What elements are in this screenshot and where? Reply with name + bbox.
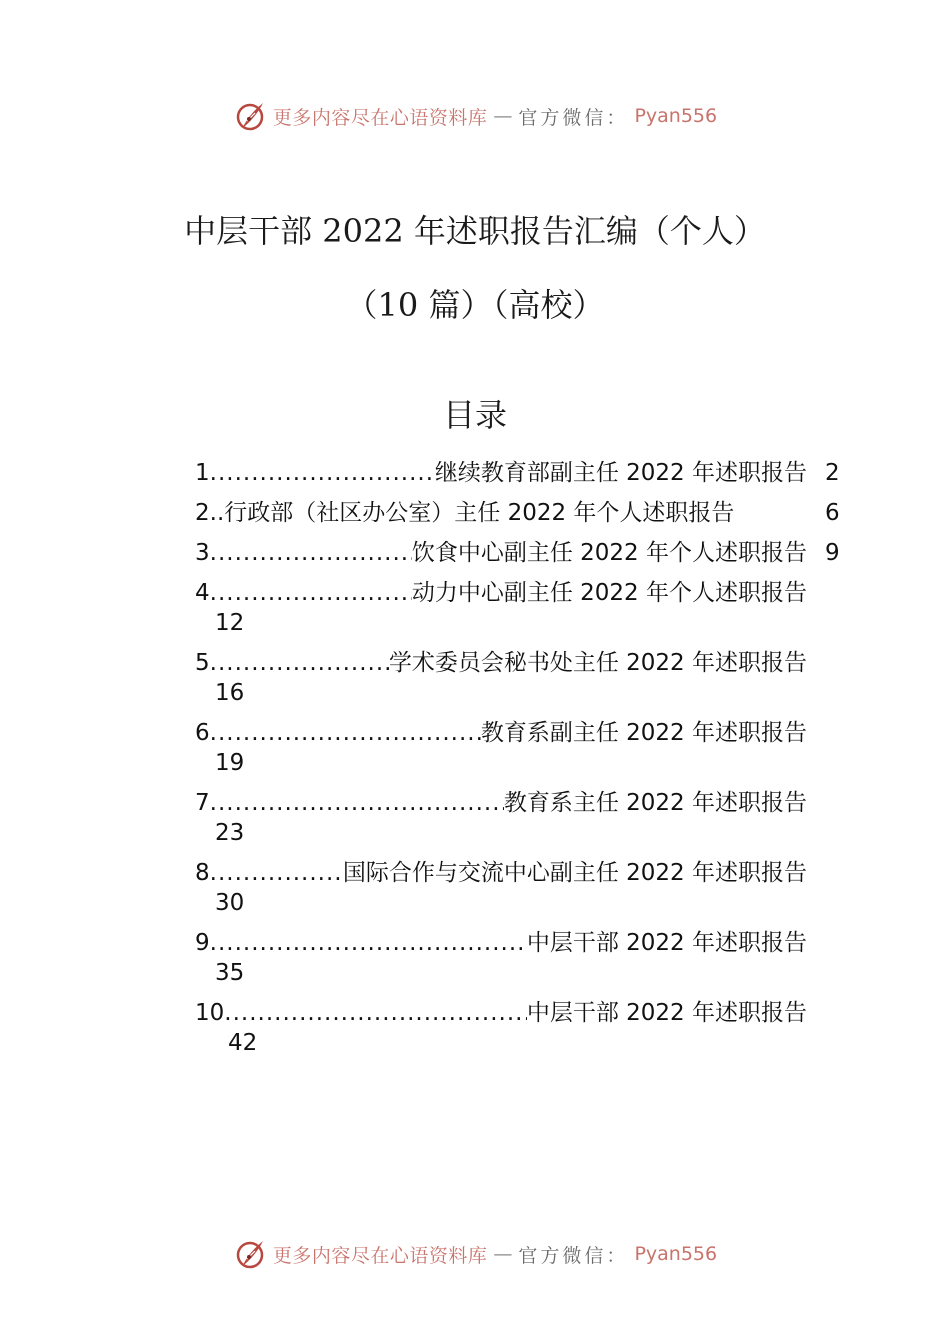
toc-item-number: 8 <box>195 860 210 886</box>
toc-item-title: 中层干部 2022 年述职报告 <box>526 1000 807 1026</box>
document-subtitle: （10 篇）（高校） <box>345 286 605 324</box>
toc-item-number: 5 <box>195 650 210 676</box>
toc-entry-line <box>195 578 807 608</box>
toc-item[interactable] <box>195 998 845 1068</box>
toc-item-title: 中层干部 2022 年述职报告 <box>526 930 807 956</box>
toc-item[interactable] <box>195 928 845 998</box>
toc-entry-line <box>195 458 807 488</box>
toc-item-page-number: 16 <box>215 680 245 706</box>
table-of-contents <box>195 458 845 1068</box>
toc-entry-line <box>195 928 807 958</box>
toc-entry-line <box>195 858 807 888</box>
toc-entry-line <box>195 538 807 568</box>
watermark-wechat-label: 官方微信： <box>518 1244 629 1267</box>
toc-item-page-number: 42 <box>228 1030 258 1056</box>
toc-item-title: 动力中心副主任 2022 年个人述职报告 <box>411 580 807 606</box>
toc-item-number: 3 <box>195 540 210 566</box>
footer-watermark <box>0 1234 950 1274</box>
header-watermark <box>0 96 950 136</box>
toc-item-title: 饮食中心副主任 2022 年个人述职报告 <box>411 540 807 566</box>
toc-item[interactable] <box>195 858 845 928</box>
toc-item-number: 2. <box>195 500 217 526</box>
toc-item-title: 继续教育部副主任 2022 年述职报告 <box>434 460 807 486</box>
toc-entry-line <box>195 788 807 818</box>
watermark-wechat-id: Pyan556 <box>634 105 718 127</box>
toc-item[interactable] <box>195 538 845 578</box>
toc-heading: 目录 <box>442 396 507 434</box>
toc-leader-dots <box>224 998 527 1028</box>
toc-leader-dots <box>210 578 412 608</box>
watermark-wechat-id: Pyan556 <box>634 1243 718 1265</box>
toc-item-number: 1 <box>195 460 210 486</box>
toc-item-title: .行政部（社区办公室）主任 2022 年个人述职报告 <box>216 500 735 526</box>
toc-item[interactable] <box>195 458 845 498</box>
toc-item-page-number: 9 <box>825 540 840 566</box>
toc-item[interactable] <box>195 498 845 538</box>
toc-item-number: 6 <box>195 720 210 746</box>
watermark-text: 更多内容尽在心语资料库 <box>272 106 488 129</box>
toc-item[interactable] <box>195 648 845 718</box>
toc-entry-line <box>195 718 807 748</box>
toc-item-page-number: 35 <box>215 960 245 986</box>
toc-item-page-number: 19 <box>215 750 245 776</box>
toc-item-page-number: 12 <box>215 610 245 636</box>
toc-item-title: 学术委员会秘书处主任 2022 年述职报告 <box>388 650 807 676</box>
toc-item-number: 7 <box>195 790 210 816</box>
toc-leader-dots <box>210 858 343 888</box>
toc-item[interactable] <box>195 788 845 858</box>
toc-entry-line <box>195 998 807 1028</box>
toc-item-number: 4 <box>195 580 210 606</box>
document-title: 中层干部 2022 年述职报告汇编（个人） <box>184 212 766 250</box>
toc-leader-dots <box>210 538 412 568</box>
toc-leader-dots <box>210 788 504 818</box>
toc-leader-dots <box>210 648 389 678</box>
toc-item-title: 国际合作与交流中心副主任 2022 年述职报告 <box>342 860 807 886</box>
watermark-text: 更多内容尽在心语资料库 <box>272 1244 488 1267</box>
watermark-separator: — <box>493 105 513 127</box>
watermark-wechat-label: 官方微信： <box>518 106 629 129</box>
toc-item-number: 9 <box>195 930 210 956</box>
toc-item-page-number: 30 <box>215 890 245 916</box>
toc-item[interactable] <box>195 578 845 648</box>
toc-item-page-number: 6 <box>825 500 840 526</box>
toc-leader-dots <box>210 718 481 748</box>
toc-leader-dots <box>210 928 527 958</box>
quill-logo-icon <box>233 99 267 133</box>
toc-leader-dots <box>210 458 435 488</box>
quill-logo-icon <box>233 1237 267 1271</box>
watermark-separator: — <box>493 1243 513 1265</box>
toc-item-title: 教育系副主任 2022 年述职报告 <box>480 720 807 746</box>
toc-entry-line <box>195 648 807 678</box>
toc-item-page-number: 2 <box>825 460 840 486</box>
toc-item-title: 教育系主任 2022 年述职报告 <box>503 790 807 816</box>
toc-item[interactable] <box>195 718 845 788</box>
toc-entry-line <box>195 498 807 528</box>
toc-item-page-number: 23 <box>215 820 245 846</box>
toc-item-number: 10 <box>195 1000 225 1026</box>
